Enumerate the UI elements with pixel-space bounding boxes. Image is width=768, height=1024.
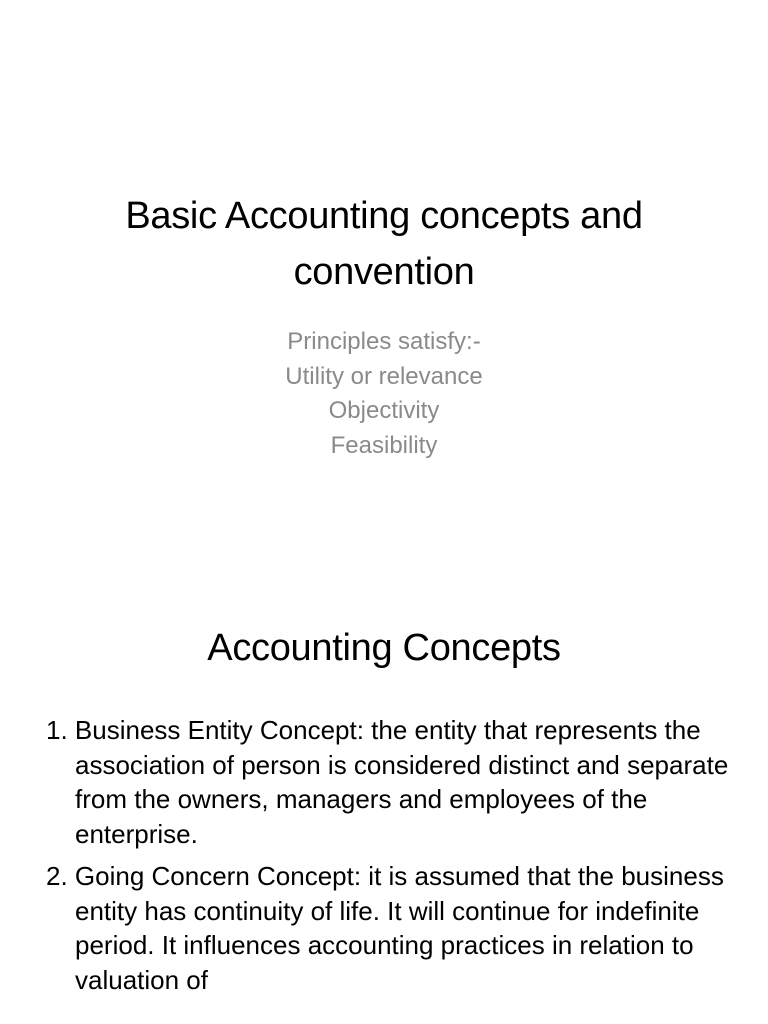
subtitle-line: Feasibility xyxy=(330,431,438,459)
list-item: 1. Business Entity Concept: the entity that represents the association of person is considered distinct and separate from the owners, managers and employees of the enterprise. xyxy=(46,715,729,849)
slide-2-title: Accounting Concepts xyxy=(207,627,561,669)
subtitle-line: Objectivity xyxy=(328,397,440,424)
slide-1-subtitle xyxy=(0,325,768,463)
subtitle-line: Utility or relevance xyxy=(285,362,483,390)
slide-2 xyxy=(0,576,768,1024)
concept-list xyxy=(46,713,746,1005)
list-item: 2. Going Concern Concept: it is assumed that the business entity has continuity of life. It will continue for indefinite period. It influences accounting practices in relation to valuation of xyxy=(46,861,724,995)
subtitle-line: Principles satisfy:- xyxy=(287,328,481,355)
slide-1-title: Basic Accounting concepts and convention xyxy=(125,195,643,293)
